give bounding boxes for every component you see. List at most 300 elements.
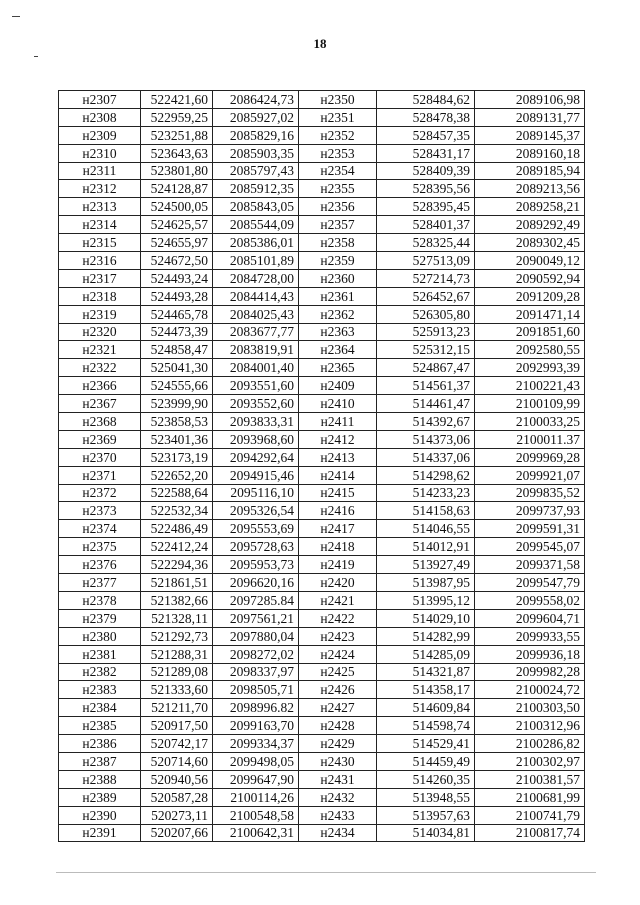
point-label-cell: н2410	[299, 395, 377, 413]
x-coordinate-cell: 522588,64	[141, 484, 213, 502]
point-label-cell: н2378	[59, 591, 141, 609]
x-coordinate-cell: 528325,44	[377, 234, 475, 252]
point-label-cell: н2381	[59, 645, 141, 663]
table-row	[59, 770, 585, 788]
point-label-cell: н2359	[299, 252, 377, 270]
table-row	[59, 252, 585, 270]
x-coordinate-cell: 514529,41	[377, 735, 475, 753]
point-label-cell: н2433	[299, 806, 377, 824]
x-coordinate-cell: 525913,23	[377, 323, 475, 341]
table-row	[59, 484, 585, 502]
y-coordinate-cell: 2091851,60	[475, 323, 585, 341]
point-label-cell: н2309	[59, 126, 141, 144]
point-label-cell: н2320	[59, 323, 141, 341]
x-coordinate-cell: 514358,17	[377, 681, 475, 699]
x-coordinate-cell: 514459,49	[377, 752, 475, 770]
y-coordinate-cell: 2100741,79	[475, 806, 585, 824]
y-coordinate-cell: 2100033,25	[475, 413, 585, 431]
scan-artifact-mark	[34, 56, 38, 57]
table-row	[59, 645, 585, 663]
y-coordinate-cell: 2084025,43	[213, 305, 299, 323]
table-row	[59, 448, 585, 466]
table-row	[59, 717, 585, 735]
x-coordinate-cell: 521333,60	[141, 681, 213, 699]
table-row	[59, 752, 585, 770]
table-row	[59, 502, 585, 520]
x-coordinate-cell: 524473,39	[141, 323, 213, 341]
y-coordinate-cell: 2093551,60	[213, 377, 299, 395]
point-label-cell: н2375	[59, 538, 141, 556]
point-label-cell: н2370	[59, 448, 141, 466]
point-label-cell: н2423	[299, 627, 377, 645]
y-coordinate-cell: 2100286,82	[475, 735, 585, 753]
y-coordinate-cell: 2098505,71	[213, 681, 299, 699]
point-label-cell: н2376	[59, 556, 141, 574]
point-label-cell: н2371	[59, 466, 141, 484]
table-row	[59, 806, 585, 824]
y-coordinate-cell: 2094915,46	[213, 466, 299, 484]
x-coordinate-cell: 514285,09	[377, 645, 475, 663]
point-label-cell: н2380	[59, 627, 141, 645]
y-coordinate-cell: 2099163,70	[213, 717, 299, 735]
point-label-cell: н2355	[299, 180, 377, 198]
x-coordinate-cell: 523999,90	[141, 395, 213, 413]
table-row	[59, 91, 585, 109]
scan-bottom-edge	[56, 872, 596, 873]
y-coordinate-cell: 2091209,28	[475, 287, 585, 305]
y-coordinate-cell: 2099737,93	[475, 502, 585, 520]
x-coordinate-cell: 523858,53	[141, 413, 213, 431]
table-row	[59, 824, 585, 842]
table-row	[59, 591, 585, 609]
table-row	[59, 609, 585, 627]
x-coordinate-cell: 520207,66	[141, 824, 213, 842]
point-label-cell: н2416	[299, 502, 377, 520]
point-label-cell: н2382	[59, 663, 141, 681]
y-coordinate-cell: 2097285.84	[213, 591, 299, 609]
x-coordinate-cell: 520917,50	[141, 717, 213, 735]
point-label-cell: н2374	[59, 520, 141, 538]
x-coordinate-cell: 514034,81	[377, 824, 475, 842]
x-coordinate-cell: 522486,49	[141, 520, 213, 538]
point-label-cell: н2321	[59, 341, 141, 359]
x-coordinate-cell: 522532,34	[141, 502, 213, 520]
y-coordinate-cell: 2099647,90	[213, 770, 299, 788]
x-coordinate-cell: 514392,67	[377, 413, 475, 431]
x-coordinate-cell: 524500,05	[141, 198, 213, 216]
y-coordinate-cell: 2085912,35	[213, 180, 299, 198]
x-coordinate-cell: 528478,38	[377, 108, 475, 126]
x-coordinate-cell: 513927,49	[377, 556, 475, 574]
table-row	[59, 735, 585, 753]
x-coordinate-cell: 524672,50	[141, 252, 213, 270]
y-coordinate-cell: 2099371,58	[475, 556, 585, 574]
table-row	[59, 162, 585, 180]
table-row	[59, 216, 585, 234]
point-label-cell: н2391	[59, 824, 141, 842]
x-coordinate-cell: 520742,17	[141, 735, 213, 753]
point-label-cell: н2364	[299, 341, 377, 359]
point-label-cell: н2412	[299, 430, 377, 448]
point-label-cell: н2360	[299, 269, 377, 287]
point-label-cell: н2434	[299, 824, 377, 842]
x-coordinate-cell: 514046,55	[377, 520, 475, 538]
x-coordinate-cell: 524555,66	[141, 377, 213, 395]
point-label-cell: н2387	[59, 752, 141, 770]
y-coordinate-cell: 2099936,18	[475, 645, 585, 663]
y-coordinate-cell: 2092993,39	[475, 359, 585, 377]
x-coordinate-cell: 514609,84	[377, 699, 475, 717]
point-label-cell: н2431	[299, 770, 377, 788]
table-row	[59, 430, 585, 448]
y-coordinate-cell: 2100109,99	[475, 395, 585, 413]
y-coordinate-cell: 2099921,07	[475, 466, 585, 484]
point-label-cell: н2430	[299, 752, 377, 770]
point-label-cell: н2357	[299, 216, 377, 234]
x-coordinate-cell: 524867,47	[377, 359, 475, 377]
x-coordinate-cell: 513995,12	[377, 591, 475, 609]
x-coordinate-cell: 524493,28	[141, 287, 213, 305]
table-row	[59, 466, 585, 484]
point-label-cell: н2363	[299, 323, 377, 341]
x-coordinate-cell: 528401,37	[377, 216, 475, 234]
x-coordinate-cell: 513957,63	[377, 806, 475, 824]
point-label-cell: н2367	[59, 395, 141, 413]
point-label-cell: н2390	[59, 806, 141, 824]
table-row	[59, 413, 585, 431]
x-coordinate-cell: 514012,91	[377, 538, 475, 556]
point-label-cell: н2383	[59, 681, 141, 699]
x-coordinate-cell: 523251,88	[141, 126, 213, 144]
point-label-cell: н2419	[299, 556, 377, 574]
y-coordinate-cell: 2100548,58	[213, 806, 299, 824]
table-row	[59, 180, 585, 198]
table-row	[59, 377, 585, 395]
y-coordinate-cell: 2099498,05	[213, 752, 299, 770]
x-coordinate-cell: 513987,95	[377, 574, 475, 592]
point-label-cell: н2353	[299, 144, 377, 162]
point-label-cell: н2312	[59, 180, 141, 198]
point-label-cell: н2385	[59, 717, 141, 735]
x-coordinate-cell: 522652,20	[141, 466, 213, 484]
point-label-cell: н2313	[59, 198, 141, 216]
y-coordinate-cell: 2084414,43	[213, 287, 299, 305]
point-label-cell: н2372	[59, 484, 141, 502]
x-coordinate-cell: 522294,36	[141, 556, 213, 574]
x-coordinate-cell: 526452,67	[377, 287, 475, 305]
table-row	[59, 556, 585, 574]
x-coordinate-cell: 514298,62	[377, 466, 475, 484]
y-coordinate-cell: 2083819,91	[213, 341, 299, 359]
point-label-cell: н2361	[299, 287, 377, 305]
y-coordinate-cell: 2089258,21	[475, 198, 585, 216]
point-label-cell: н2377	[59, 574, 141, 592]
point-label-cell: н2417	[299, 520, 377, 538]
x-coordinate-cell: 521289,08	[141, 663, 213, 681]
x-coordinate-cell: 523401,36	[141, 430, 213, 448]
table-row	[59, 520, 585, 538]
point-label-cell: н2362	[299, 305, 377, 323]
x-coordinate-cell: 526305,80	[377, 305, 475, 323]
coordinates-table-body	[59, 91, 585, 842]
y-coordinate-cell: 2095553,69	[213, 520, 299, 538]
point-label-cell: н2415	[299, 484, 377, 502]
point-label-cell: н2421	[299, 591, 377, 609]
table-row	[59, 341, 585, 359]
point-label-cell: н2314	[59, 216, 141, 234]
x-coordinate-cell: 527214,73	[377, 269, 475, 287]
y-coordinate-cell: 2099982,28	[475, 663, 585, 681]
x-coordinate-cell: 527513,09	[377, 252, 475, 270]
x-coordinate-cell: 522959,25	[141, 108, 213, 126]
x-coordinate-cell: 514158,63	[377, 502, 475, 520]
y-coordinate-cell: 2095116,10	[213, 484, 299, 502]
y-coordinate-cell: 2100024,72	[475, 681, 585, 699]
y-coordinate-cell: 2084728,00	[213, 269, 299, 287]
y-coordinate-cell: 2089131,77	[475, 108, 585, 126]
y-coordinate-cell: 2090592,94	[475, 269, 585, 287]
point-label-cell: н2352	[299, 126, 377, 144]
table-row	[59, 663, 585, 681]
table-row	[59, 627, 585, 645]
y-coordinate-cell: 2099969,28	[475, 448, 585, 466]
point-label-cell: н2318	[59, 287, 141, 305]
point-label-cell: н2356	[299, 198, 377, 216]
point-label-cell: н2358	[299, 234, 377, 252]
point-label-cell: н2414	[299, 466, 377, 484]
x-coordinate-cell: 514598,74	[377, 717, 475, 735]
x-coordinate-cell: 524655,97	[141, 234, 213, 252]
x-coordinate-cell: 521292,73	[141, 627, 213, 645]
y-coordinate-cell: 2100312,96	[475, 717, 585, 735]
y-coordinate-cell: 2100381,57	[475, 770, 585, 788]
point-label-cell: н2322	[59, 359, 141, 377]
x-coordinate-cell: 514321,87	[377, 663, 475, 681]
y-coordinate-cell: 2099835,52	[475, 484, 585, 502]
point-label-cell: н2351	[299, 108, 377, 126]
table-row	[59, 198, 585, 216]
point-label-cell: н2424	[299, 645, 377, 663]
point-label-cell: н2389	[59, 788, 141, 806]
point-label-cell: н2368	[59, 413, 141, 431]
x-coordinate-cell: 520714,60	[141, 752, 213, 770]
point-label-cell: н2319	[59, 305, 141, 323]
y-coordinate-cell: 2084001,40	[213, 359, 299, 377]
point-label-cell: н2308	[59, 108, 141, 126]
x-coordinate-cell: 524465,78	[141, 305, 213, 323]
x-coordinate-cell: 523643,63	[141, 144, 213, 162]
table-row	[59, 234, 585, 252]
y-coordinate-cell: 2093968,60	[213, 430, 299, 448]
y-coordinate-cell: 2085797,43	[213, 162, 299, 180]
x-coordinate-cell: 521861,51	[141, 574, 213, 592]
point-label-cell: н2365	[299, 359, 377, 377]
y-coordinate-cell: 2100817,74	[475, 824, 585, 842]
point-label-cell: н2315	[59, 234, 141, 252]
y-coordinate-cell: 2100681,99	[475, 788, 585, 806]
x-coordinate-cell: 521328,11	[141, 609, 213, 627]
point-label-cell: н2373	[59, 502, 141, 520]
y-coordinate-cell: 2085544,09	[213, 216, 299, 234]
y-coordinate-cell: 2085843,05	[213, 198, 299, 216]
point-label-cell: н2413	[299, 448, 377, 466]
y-coordinate-cell: 2099604,71	[475, 609, 585, 627]
y-coordinate-cell: 2099933,55	[475, 627, 585, 645]
y-coordinate-cell: 2100302,97	[475, 752, 585, 770]
point-label-cell: н2366	[59, 377, 141, 395]
y-coordinate-cell: 2100114,26	[213, 788, 299, 806]
x-coordinate-cell: 528484,62	[377, 91, 475, 109]
y-coordinate-cell: 2099591,31	[475, 520, 585, 538]
table-row	[59, 108, 585, 126]
y-coordinate-cell: 2089106,98	[475, 91, 585, 109]
y-coordinate-cell: 2099558,02	[475, 591, 585, 609]
x-coordinate-cell: 528431,17	[377, 144, 475, 162]
y-coordinate-cell: 2095326,54	[213, 502, 299, 520]
x-coordinate-cell: 523173,19	[141, 448, 213, 466]
point-label-cell: н2432	[299, 788, 377, 806]
y-coordinate-cell: 2085927,02	[213, 108, 299, 126]
y-coordinate-cell: 2090049,12	[475, 252, 585, 270]
point-label-cell: н2425	[299, 663, 377, 681]
y-coordinate-cell: 2099547,79	[475, 574, 585, 592]
point-label-cell: н2307	[59, 91, 141, 109]
x-coordinate-cell: 514029,10	[377, 609, 475, 627]
point-label-cell: н2429	[299, 735, 377, 753]
x-coordinate-cell: 525041,30	[141, 359, 213, 377]
y-coordinate-cell: 2089185,94	[475, 162, 585, 180]
y-coordinate-cell: 2085903,35	[213, 144, 299, 162]
table-row	[59, 574, 585, 592]
y-coordinate-cell: 2089302,45	[475, 234, 585, 252]
point-label-cell: н2411	[299, 413, 377, 431]
x-coordinate-cell: 514337,06	[377, 448, 475, 466]
point-label-cell: н2422	[299, 609, 377, 627]
y-coordinate-cell: 2100011.37	[475, 430, 585, 448]
table-row	[59, 538, 585, 556]
y-coordinate-cell: 2098272,02	[213, 645, 299, 663]
x-coordinate-cell: 521288,31	[141, 645, 213, 663]
y-coordinate-cell: 2093552,60	[213, 395, 299, 413]
x-coordinate-cell: 528395,56	[377, 180, 475, 198]
y-coordinate-cell: 2096620,16	[213, 574, 299, 592]
table-row	[59, 788, 585, 806]
x-coordinate-cell: 528409,39	[377, 162, 475, 180]
point-label-cell: н2379	[59, 609, 141, 627]
x-coordinate-cell: 514233,23	[377, 484, 475, 502]
y-coordinate-cell: 2095953,73	[213, 556, 299, 574]
y-coordinate-cell: 2089145,37	[475, 126, 585, 144]
x-coordinate-cell: 513948,55	[377, 788, 475, 806]
y-coordinate-cell: 2089292,49	[475, 216, 585, 234]
x-coordinate-cell: 514373,06	[377, 430, 475, 448]
point-label-cell: н2350	[299, 91, 377, 109]
x-coordinate-cell: 522421,60	[141, 91, 213, 109]
point-label-cell: н2386	[59, 735, 141, 753]
page-number: 18	[313, 36, 327, 51]
y-coordinate-cell: 2093833,31	[213, 413, 299, 431]
table-row	[59, 287, 585, 305]
x-coordinate-cell: 528395,45	[377, 198, 475, 216]
x-coordinate-cell: 525312,15	[377, 341, 475, 359]
table-row	[59, 359, 585, 377]
y-coordinate-cell: 2092580,55	[475, 341, 585, 359]
y-coordinate-cell: 2094292,64	[213, 448, 299, 466]
x-coordinate-cell: 521211,70	[141, 699, 213, 717]
point-label-cell: н2317	[59, 269, 141, 287]
y-coordinate-cell: 2085101,89	[213, 252, 299, 270]
point-label-cell: н2369	[59, 430, 141, 448]
y-coordinate-cell: 2097880,04	[213, 627, 299, 645]
scan-artifact-mark	[12, 16, 20, 17]
x-coordinate-cell: 514561,37	[377, 377, 475, 395]
x-coordinate-cell: 514282,99	[377, 627, 475, 645]
point-label-cell: н2311	[59, 162, 141, 180]
y-coordinate-cell: 2100642,31	[213, 824, 299, 842]
x-coordinate-cell: 524128,87	[141, 180, 213, 198]
y-coordinate-cell: 2095728,63	[213, 538, 299, 556]
point-label-cell: н2316	[59, 252, 141, 270]
y-coordinate-cell: 2098337,97	[213, 663, 299, 681]
table-row	[59, 681, 585, 699]
table-row	[59, 305, 585, 323]
table-row	[59, 395, 585, 413]
y-coordinate-cell: 2085829,16	[213, 126, 299, 144]
point-label-cell: н2418	[299, 538, 377, 556]
y-coordinate-cell: 2086424,73	[213, 91, 299, 109]
x-coordinate-cell: 514260,35	[377, 770, 475, 788]
y-coordinate-cell: 2099334,37	[213, 735, 299, 753]
point-label-cell: н2388	[59, 770, 141, 788]
table-row	[59, 269, 585, 287]
y-coordinate-cell: 2089213,56	[475, 180, 585, 198]
point-label-cell: н2354	[299, 162, 377, 180]
x-coordinate-cell: 524625,57	[141, 216, 213, 234]
x-coordinate-cell: 520940,56	[141, 770, 213, 788]
x-coordinate-cell: 520587,28	[141, 788, 213, 806]
point-label-cell: н2428	[299, 717, 377, 735]
point-label-cell: н2426	[299, 681, 377, 699]
table-row	[59, 699, 585, 717]
point-label-cell: н2420	[299, 574, 377, 592]
x-coordinate-cell: 521382,66	[141, 591, 213, 609]
y-coordinate-cell: 2097561,21	[213, 609, 299, 627]
y-coordinate-cell: 2089160,18	[475, 144, 585, 162]
y-coordinate-cell: 2099545,07	[475, 538, 585, 556]
table-row	[59, 323, 585, 341]
x-coordinate-cell: 528457,35	[377, 126, 475, 144]
point-label-cell: н2427	[299, 699, 377, 717]
coordinates-table	[58, 90, 585, 842]
table-row	[59, 144, 585, 162]
y-coordinate-cell: 2100221,43	[475, 377, 585, 395]
x-coordinate-cell: 520273,11	[141, 806, 213, 824]
x-coordinate-cell: 522412,24	[141, 538, 213, 556]
y-coordinate-cell: 2091471,14	[475, 305, 585, 323]
x-coordinate-cell: 523801,80	[141, 162, 213, 180]
point-label-cell: н2384	[59, 699, 141, 717]
x-coordinate-cell: 524858,47	[141, 341, 213, 359]
point-label-cell: н2310	[59, 144, 141, 162]
x-coordinate-cell: 514461,47	[377, 395, 475, 413]
y-coordinate-cell: 2100303,50	[475, 699, 585, 717]
point-label-cell: н2409	[299, 377, 377, 395]
table-row	[59, 126, 585, 144]
y-coordinate-cell: 2085386,01	[213, 234, 299, 252]
y-coordinate-cell: 2098996.82	[213, 699, 299, 717]
y-coordinate-cell: 2083677,77	[213, 323, 299, 341]
x-coordinate-cell: 524493,24	[141, 269, 213, 287]
